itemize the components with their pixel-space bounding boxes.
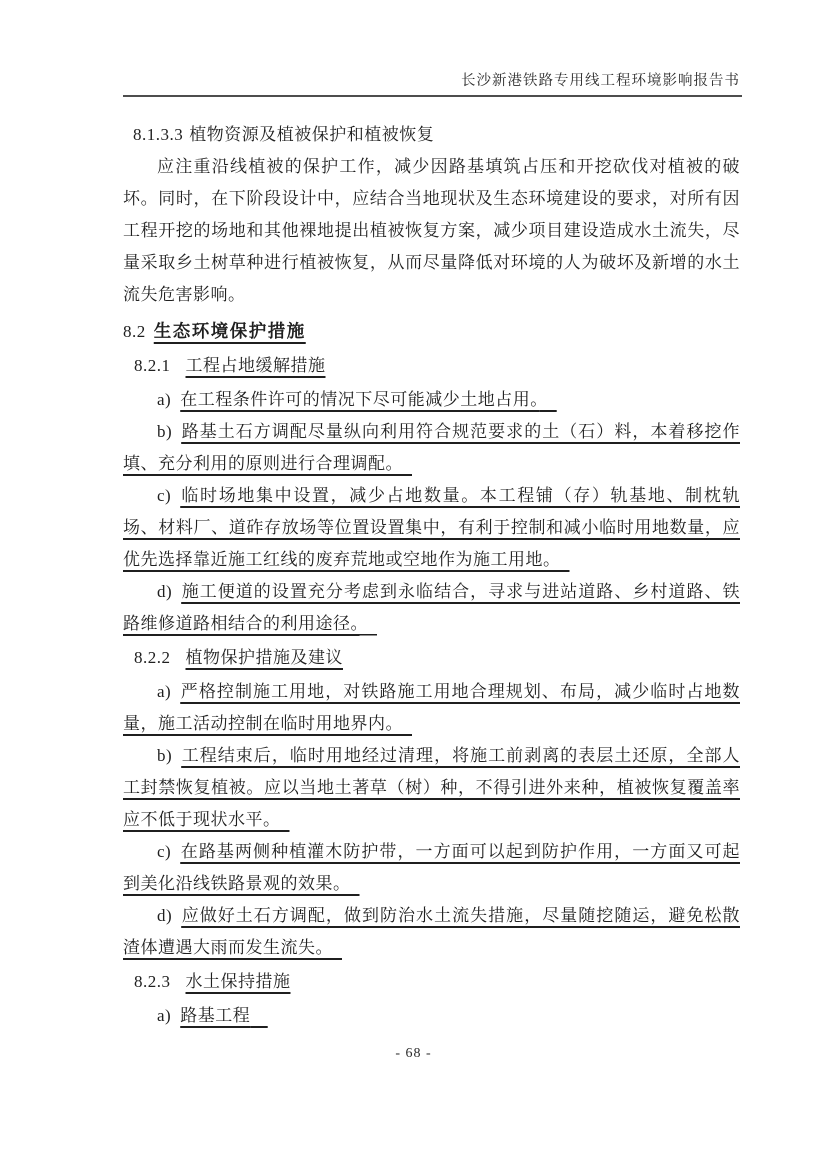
section-number: 8.1.3.3 <box>133 125 184 144</box>
section-heading <box>123 119 740 151</box>
section-title: 植物保护措施及建议 <box>185 648 343 667</box>
list-item-label: c) <box>157 486 172 505</box>
section-number: 8.2.3 <box>134 972 171 991</box>
section-number: 8.2.1 <box>134 356 171 375</box>
section-number: 8.2.2 <box>134 648 171 667</box>
list-item-text: 工程结束后，临时用地经过清理，将施工前剥离的表层土还原，全部人工封禁恢复植被。应以当地土著草（树）种，不得引进外来种，植被恢复覆盖率应不低于现状水平。 <box>123 746 740 829</box>
section-heading <box>123 642 740 674</box>
list-item-text: 路基土石方调配尽量纵向利用符合规范要求的土（石）料，本着移挖作填、充分利用的原则进行合理调配。 <box>123 422 740 473</box>
body-paragraph: 应注重沿线植被的保护工作，减少因路基填筑占压和开挖砍伐对植被的破坏。同时，在下阶段设计中，应结合当地现状及生态环境建设的要求，对所有因工程开挖的场地和其他裸地提出植被恢复方案，减少项目建设造成水土流失，尽量采取乡土树草种进行植被恢复，从而尽量降低对环境的人为破坏及新增的水土流失危害影响。 <box>123 157 740 304</box>
list-item <box>123 740 740 836</box>
running-header: 长沙新港铁路专用线工程环境影响报告书 <box>461 73 740 89</box>
list-item-label: a) <box>157 1006 172 1025</box>
list-item-label: d) <box>157 906 173 925</box>
header-rule <box>123 95 742 97</box>
section-title: 工程占地缓解措施 <box>185 356 326 375</box>
list-item <box>123 900 740 964</box>
list-item-text: 应做好土石方调配，做到防治水土流失措施，尽量随挖随运，避免松散渣体遭遇大雨而发生流失。 <box>123 906 740 957</box>
list-item-label: b) <box>157 422 173 441</box>
list-item-text: 施工便道的设置充分考虑到永临结合，寻求与进站道路、乡村道路、铁路维修道路相结合的利用途径。 <box>123 582 740 633</box>
list-item-text: 在路基两侧种植灌木防护带，一方面可以起到防护作用，一方面又可起到美化沿线铁路景观的效果。 <box>123 842 740 893</box>
list-item <box>123 416 740 480</box>
list-item-label: d) <box>157 582 173 601</box>
list-item-label: a) <box>157 682 172 701</box>
section-heading <box>123 315 740 348</box>
section-number: 8.2 <box>123 322 146 341</box>
list-item-text: 严格控制施工用地，对铁路施工用地合理规划、布局，减少临时占地数量，施工活动控制在临时用地界内。 <box>123 682 740 733</box>
document-body <box>123 119 740 1032</box>
list-item-label: c) <box>157 842 172 861</box>
list-item <box>123 384 740 416</box>
list-item <box>123 480 740 576</box>
list-item <box>123 676 740 740</box>
list-item <box>123 836 740 900</box>
section-title: 生态环境保护措施 <box>153 321 306 341</box>
list-item-label: a) <box>157 390 172 409</box>
list-item <box>123 576 740 640</box>
list-item-label: b) <box>157 746 173 765</box>
section-heading <box>123 966 740 998</box>
section-title: 水土保持措施 <box>185 972 291 991</box>
section-title: 植物资源及植被保护和植被恢复 <box>189 125 435 144</box>
list-item-text: 临时场地集中设置，减少占地数量。本工程铺（存）轨基地、制枕轨场、材料厂、道砟存放场等位置设置集中，有利于控制和减小临时用地数量，应优先选择靠近施工红线的废弃荒地或空地作为施工用地。 <box>123 486 740 569</box>
page-number: - 68 - <box>395 1046 432 1061</box>
list-item <box>123 1000 740 1032</box>
section-heading <box>123 350 740 382</box>
list-item-text: 在工程条件许可的情况下尽可能减少土地占用。 <box>180 390 540 409</box>
list-item-text: 路基工程 <box>180 1006 251 1025</box>
